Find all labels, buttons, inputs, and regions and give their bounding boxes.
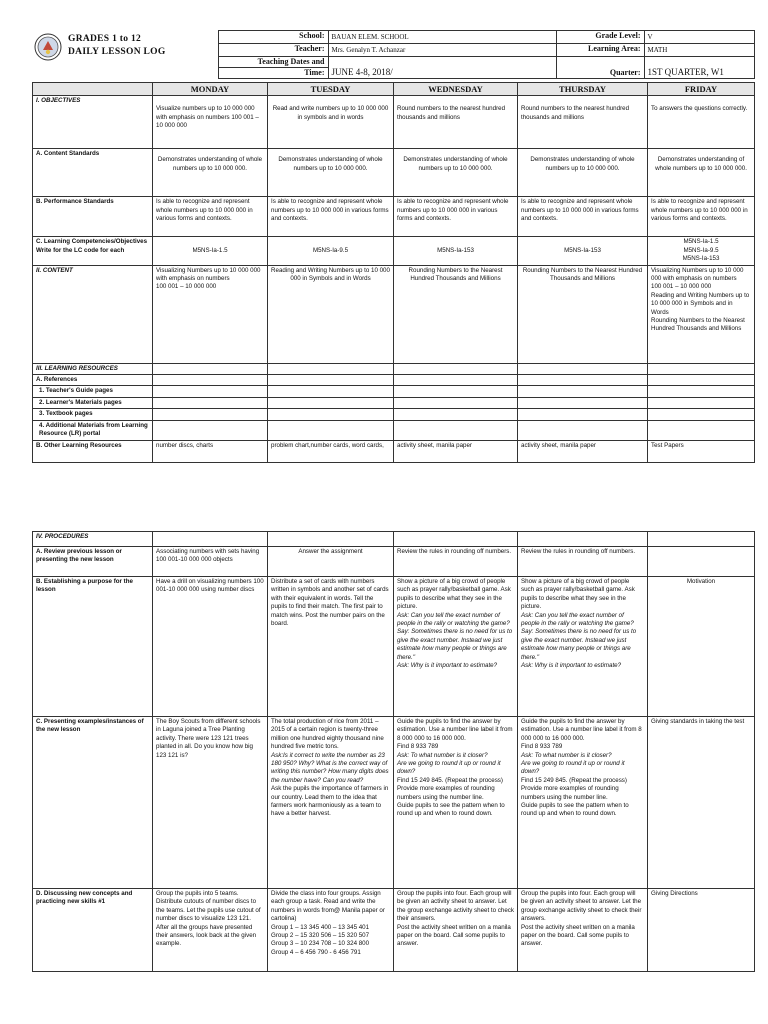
cell-tue: Reading and Writing Numbers up to 10 000 000 in Symbols and in Words — [268, 265, 394, 363]
table-row — [33, 409, 755, 420]
day-header: THURSDAY — [518, 83, 648, 96]
text-block: Ask:Is it correct to write the number as 23 180 950? Why? What is the correct way of writing this number? How many digits does the number have? Can you read? — [271, 751, 389, 784]
empty-cell — [394, 532, 518, 547]
text-block: Ask: Why is it important to estimate? — [397, 662, 498, 670]
cell-mon: Visualize numbers up to 10 000 000 with emphasis on numbers 100 001 – 10 000 000 — [153, 96, 268, 149]
school-value: BAUAN ELEM. SCHOOL — [328, 31, 556, 44]
cell-tue: Divide the class into four groups. Assign each group a task. Read and write the numbers in words from@ Manila paper or cartolina) Group 1 – 13 345 400 – 13 345 401 Group 2 – 15 320 506 – 15 320 507 Group 3 – 10 234 708 – 10 324 800 Group 4 – 6 456 790 - 6 456 791 — [268, 889, 394, 972]
header-title — [68, 33, 166, 59]
text-block: Guide the pupils to find the answer by estimation. Use a number line label it from 8 000 000 to 16 000 000. Find 8 933 789 — [521, 718, 642, 751]
cell-fri: Motivation — [648, 577, 755, 717]
cell-tue: Is able to recognize and represent whole numbers up to 10 000 000 in various forms and contexts. — [268, 197, 394, 237]
grade-label: Grade Level: — [556, 31, 644, 44]
empty-cell — [268, 409, 394, 420]
row-label-presenting: C. Presenting examples/instances of the new lesson — [33, 717, 153, 889]
empty-cell — [153, 375, 268, 386]
cell-mon: Associating numbers with sets having 100 001-10 000 000 objects — [153, 547, 268, 577]
cell-thu: Is able to recognize and represent whole numbers up to 10 000 000 in various forms and contexts. — [518, 197, 648, 237]
empty-cell — [394, 375, 518, 386]
cell-wed: Review the rules in rounding off numbers. — [394, 547, 518, 577]
table-row — [33, 532, 755, 547]
dates-label-2: Time: — [218, 68, 328, 79]
row-label-references: A. References — [33, 375, 153, 386]
empty-cell — [268, 375, 394, 386]
text-block: Ask: Can you tell the exact number of people in the rally or watching the game? — [521, 611, 634, 628]
row-label-learning-resources: III. LEARNING RESOURCES — [33, 363, 153, 374]
text-block: Show a picture of a big crowd of people such as prayer rally/basketball game. Ask pupils to describe what they see in the picture. — [521, 578, 635, 611]
procedures-table — [32, 531, 755, 972]
text-block: Ask: Can you tell the exact number of people in the rally or watching the game? — [397, 611, 510, 628]
table-row — [33, 717, 755, 889]
teacher-label: Teacher: — [218, 44, 328, 57]
empty-cell — [518, 386, 648, 397]
empty-cell — [268, 420, 394, 440]
row-label-performance-standards: B. Performance Standards — [33, 197, 153, 237]
cell-thu: Round numbers to the nearest hundred thousands and millions — [518, 96, 648, 149]
table-row — [33, 375, 755, 386]
table-row — [33, 96, 755, 149]
school-label: School: — [218, 31, 328, 44]
dates-value: JUNE 4-8, 2018/ — [328, 57, 556, 79]
empty-cell — [394, 397, 518, 408]
empty-cell — [153, 532, 268, 547]
quarter-label: Quarter: — [556, 57, 644, 79]
text-block: Ask: Why is it important to estimate? — [521, 662, 622, 670]
row-label-purpose: B. Establishing a purpose for the lesson — [33, 577, 153, 717]
empty-cell — [268, 397, 394, 408]
table-row — [33, 237, 755, 265]
table-row — [33, 889, 755, 972]
table-row — [33, 577, 755, 717]
cell-mon: Visualizing Numbers up to 10 000 000 with emphasis on numbers 100 001 – 10 000 000 — [153, 265, 268, 363]
empty-cell — [518, 532, 648, 547]
empty-cell — [518, 363, 648, 374]
text-block: Ask the pupils the importance of farmers in our country. Lead them to the idea that farmers work harmoniously as a team to have a better harvest. — [271, 785, 389, 818]
empty-cell — [518, 420, 648, 440]
header-title-line2: DAILY LESSON LOG — [68, 46, 166, 57]
cell-thu — [518, 717, 648, 889]
empty-cell — [394, 409, 518, 420]
empty-cell — [268, 532, 394, 547]
cell-thu: M5NS-Ia-153 — [518, 237, 648, 265]
table-row — [33, 149, 755, 197]
table-row — [33, 265, 755, 363]
text-block: Find 15 249 845. (Repeat the process) Provide more examples of rounding numbers using the number line. Guide pupils to see the pattern when to round up and when to round down. — [521, 776, 629, 818]
day-header: WEDNESDAY — [394, 83, 518, 96]
text-block: Say: Sometimes there is no need for us to give the exact number. Instead we just estimate how many people or things are there." — [521, 628, 637, 661]
area-label: Learning Area: — [556, 44, 644, 57]
row-label-discussing: D. Discussing new concepts and practicing new skills #1 — [33, 889, 153, 972]
cell-thu: Review the rules in rounding off numbers. — [518, 547, 648, 577]
empty-cell — [648, 420, 755, 440]
cell-mon: Group the pupils into 5 teams. Distribute cutouts of number discs to the teams. Let the pupils use cutout of number discs to visualize 123 121. After all the groups have presented their answers, look back at the given example. — [153, 889, 268, 972]
table-row — [33, 420, 755, 440]
cell-thu: activity sheet, manila paper — [518, 440, 648, 462]
cell-wed: M5NS-Ia-153 — [394, 237, 518, 265]
row-label-content-standards: A. Content Standards — [33, 149, 153, 197]
table-row — [33, 386, 755, 397]
table-row — [33, 547, 755, 577]
cell-wed: Is able to recognize and represent whole numbers up to 10 000 000 in various forms and contexts. — [394, 197, 518, 237]
text-block: Ask: To what number is it closer? Are we going to round it up or round it down? — [521, 751, 625, 776]
cell-mon: Is able to recognize and represent whole numbers up to 10 000 000 in various forms and contexts. — [153, 197, 268, 237]
cell-fri — [648, 547, 755, 577]
header-title-line1: GRADES 1 to 12 — [68, 33, 142, 44]
empty-cell — [394, 420, 518, 440]
day-header: MONDAY — [153, 83, 268, 96]
cell-wed: activity sheet, manila paper — [394, 440, 518, 462]
empty-cell — [394, 386, 518, 397]
cell-tue: Read and write numbers up to 10 000 000 in symbols and in words — [268, 96, 394, 149]
empty-cell — [153, 420, 268, 440]
row-label-learners-materials: 2. Learner's Materials pages — [33, 397, 153, 408]
area-value: MATH — [644, 44, 754, 57]
cell-fri: M5NS-Ia-1.5 M5NS-Ia-9.5 M5NS-Ia-153 — [648, 237, 755, 265]
cell-wed: Rounding Numbers to the Nearest Hundred Thousands and Millions — [394, 265, 518, 363]
table-row — [33, 440, 755, 462]
grade-value: V — [644, 31, 754, 44]
empty-cell — [153, 397, 268, 408]
quarter-value: 1ST QUARTER, W1 — [644, 57, 754, 79]
cell-tue: Distribute a set of cards with numbers written in symbols and another set of cards with their equivalent in words. Tell the pupils to find their match. The first pair to match wins. Post the number pairs on the board. — [268, 577, 394, 717]
cell-mon: Have a drill on visualizing numbers 100 001-10 000 000 using number discs — [153, 577, 268, 717]
empty-cell — [648, 397, 755, 408]
row-label-additional-materials: 4. Additional Materials from Learning Resource (LR) portal — [33, 420, 153, 440]
table-row — [33, 363, 755, 374]
empty-cell — [268, 386, 394, 397]
row-label-review: A. Review previous lesson or presenting the new lesson — [33, 547, 153, 577]
cell-fri: Visualizing Numbers up to 10 000 000 with emphasis on numbers 100 001 – 10 000 000 Reading and Writing Numbers up to 10 000 000 in Symbols and in Words Rounding Numbers to the Nearest Hundred Thousands and Millions — [648, 265, 755, 363]
empty-cell — [648, 375, 755, 386]
deped-seal-icon — [34, 33, 62, 61]
empty-cell — [153, 363, 268, 374]
empty-cell — [394, 363, 518, 374]
row-label-teachers-guide: 1. Teacher's Guide pages — [33, 386, 153, 397]
cell-tue: Demonstrates understanding of whole numbers up to 10 000 000. — [268, 149, 394, 197]
cell-thu — [518, 577, 648, 717]
cell-fri: Is able to recognize and represent whole numbers up to 10 000 000 in various forms and contexts. — [648, 197, 755, 237]
cell-fri: To answers the questions correctly. — [648, 96, 755, 149]
header-table — [32, 30, 755, 79]
row-label-competencies: C. Learning Competencies/Objectives Write for the LC code for each — [33, 237, 153, 265]
text-block: Guide the pupils to find the answer by estimation. Use a number line label it from 8 000 000 to 16 000 000. Find 8 933 789 — [397, 718, 513, 751]
text-block: Ask: To what number is it closer? Are we going to round it up or round it down? — [397, 751, 501, 776]
blank-header-cell — [33, 83, 153, 96]
day-header: FRIDAY — [648, 83, 755, 96]
empty-cell — [268, 363, 394, 374]
cell-wed: Group the pupils into four. Each group will be given an activity sheet to answer. Let the group exchange activity sheet to check their answers. Post the activity sheet written on a manila paper on the board. Call some pupils to answer. — [394, 889, 518, 972]
text-block: Find 15 249 845. (Repeat the process) Provide more examples of rounding numbers using the number line. Guide pupils to see the pattern when to round up and when to round down. — [397, 776, 505, 818]
empty-cell — [518, 397, 648, 408]
cell-mon: number discs, charts — [153, 440, 268, 462]
cell-fri: Demonstrates understanding of whole numbers up to 10 000 000. — [648, 149, 755, 197]
empty-cell — [518, 409, 648, 420]
empty-cell — [648, 386, 755, 397]
cell-wed — [394, 577, 518, 717]
cell-thu: Demonstrates understanding of whole numbers up to 10 000 000. — [518, 149, 648, 197]
row-label-textbook: 3. Textbook pages — [33, 409, 153, 420]
empty-cell — [153, 409, 268, 420]
cell-fri: Test Papers — [648, 440, 755, 462]
table-row — [33, 397, 755, 408]
row-label-other-resources: B. Other Learning Resources — [33, 440, 153, 462]
empty-cell — [153, 386, 268, 397]
dates-label-1: Teaching Dates and — [218, 57, 328, 68]
procedures-header: IV. PROCEDURES — [33, 532, 153, 547]
cell-wed: Demonstrates understanding of whole numbers up to 10 000 000. — [394, 149, 518, 197]
teacher-value: Mrs. Genalyn T. Achanzar — [328, 44, 556, 57]
cell-fri: Giving standards in taking the test — [648, 717, 755, 889]
cell-wed — [394, 717, 518, 889]
header-logo-block — [32, 31, 218, 79]
empty-cell — [648, 363, 755, 374]
empty-cell — [648, 532, 755, 547]
cell-wed: Round numbers to the nearest hundred thousands and millions — [394, 96, 518, 149]
objectives-table — [32, 82, 755, 463]
cell-fri: Giving Directions — [648, 889, 755, 972]
text-block: Show a picture of a big crowd of people such as prayer rally/basketball game. Ask pupils to describe what they see in the picture. — [397, 578, 511, 611]
days-header-row — [33, 83, 755, 96]
cell-thu: Group the pupils into four. Each group will be given an activity sheet to answer. Let the group exchange activity sheet to check their answers. Post the activity sheet written on a manila paper on the board. Call some pupils to answer. — [518, 889, 648, 972]
cell-tue — [268, 717, 394, 889]
cell-tue: M5NS-Ia-9.5 — [268, 237, 394, 265]
cell-tue: Answer the assignment — [268, 547, 394, 577]
row-label-content: II. CONTENT — [33, 265, 153, 363]
cell-mon: Demonstrates understanding of whole numbers up to 10 000 000. — [153, 149, 268, 197]
text-block: The total production of rice from 2011 – 2015 of a certain region is twenty-three million one hundred eighty thousand nine hundred five metric tons. — [271, 718, 384, 751]
cell-tue: problem chart,number cards, word cards, — [268, 440, 394, 462]
empty-cell — [518, 375, 648, 386]
cell-thu: Rounding Numbers to the Nearest Hundred Thousands and Millions — [518, 265, 648, 363]
table-row — [33, 197, 755, 237]
cell-mon: M5NS-Ia-1.5 — [153, 237, 268, 265]
row-label-objectives: I. OBJECTIVES — [33, 96, 153, 149]
text-block: Say: Sometimes there is no need for us to give the exact number. Instead we just estimate how many people or things are there." — [397, 628, 513, 661]
day-header: TUESDAY — [268, 83, 394, 96]
empty-cell — [648, 409, 755, 420]
cell-mon: The Boy Scouts from different schools in Laguna joined a Tree Planting activity. There were 123 121 trees planted in all. Do you know how big 123 121 is? — [153, 717, 268, 889]
